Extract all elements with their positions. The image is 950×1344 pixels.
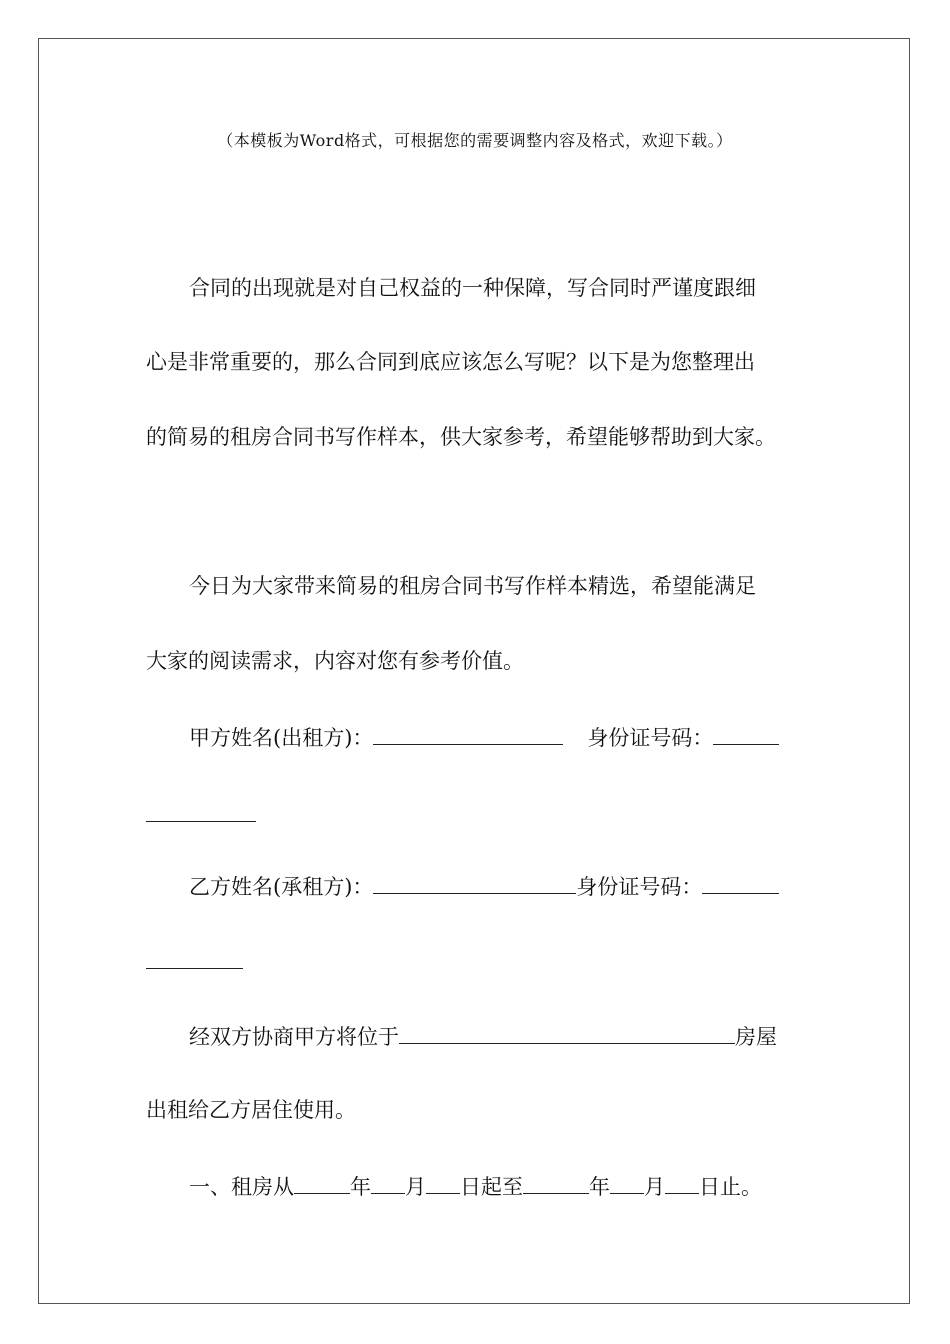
lead-line-2: 大家的阅读需求，内容对您有参考价值。 xyxy=(146,649,524,673)
agreement-suffix: 房屋 xyxy=(735,1025,777,1049)
intro-line-2: 心是非常重要的，那么合同到底应该怎么写呢？以下是为您整理出 xyxy=(146,350,755,374)
agreement-prefix: 经双方协商甲方将位于 xyxy=(189,1025,399,1049)
end-month-blank[interactable] xyxy=(610,1175,644,1194)
party-a-name-label: 甲方姓名(出租方)： xyxy=(189,726,374,750)
term-year-2: 年 xyxy=(589,1175,610,1199)
intro-line-1: 合同的出现就是对自己权益的一种保障，写合同时严谨度跟细 xyxy=(189,276,756,300)
term-prefix: 一、租房从 xyxy=(189,1175,294,1199)
party-a-id-blank-continued[interactable] xyxy=(146,821,256,822)
start-day-blank[interactable] xyxy=(426,1175,460,1194)
start-year-blank[interactable] xyxy=(294,1175,350,1194)
lead-line-1: 今日为大家带来简易的租房合同书写作样本精选，希望能满足 xyxy=(189,574,756,598)
term-line xyxy=(189,1175,762,1198)
end-day-blank[interactable] xyxy=(665,1175,699,1194)
term-day-1: 日起至 xyxy=(460,1175,523,1199)
agreement-line-1 xyxy=(189,1025,777,1048)
party-b-id-label: 身份证号码： xyxy=(576,875,703,899)
term-day-2: 日止。 xyxy=(699,1175,762,1199)
property-address-blank[interactable] xyxy=(399,1025,735,1044)
template-note: （本模板为Word格式，可根据您的需要调整内容及格式，欢迎下载。） xyxy=(217,131,733,150)
agreement-line-2: 出租给乙方居住使用。 xyxy=(146,1098,356,1122)
party-b-name-label: 乙方姓名(承租方)： xyxy=(189,875,374,899)
party-a-id-blank[interactable] xyxy=(713,726,779,745)
term-year-1: 年 xyxy=(350,1175,371,1199)
term-month-2: 月 xyxy=(644,1175,665,1199)
term-month-1: 月 xyxy=(405,1175,426,1199)
party-b-id-blank-continued[interactable] xyxy=(146,968,243,969)
party-b-name-blank[interactable] xyxy=(373,875,576,894)
intro-line-3: 的简易的租房合同书写作样本，供大家参考，希望能够帮助到大家。 xyxy=(146,425,776,449)
end-year-blank[interactable] xyxy=(523,1175,589,1194)
party-b-line xyxy=(189,875,779,898)
party-b-id-blank[interactable] xyxy=(702,875,779,894)
party-a-line xyxy=(189,726,779,749)
party-a-name-blank[interactable] xyxy=(373,726,563,745)
start-month-blank[interactable] xyxy=(371,1175,405,1194)
party-a-id-label: 身份证号码： xyxy=(587,726,714,750)
